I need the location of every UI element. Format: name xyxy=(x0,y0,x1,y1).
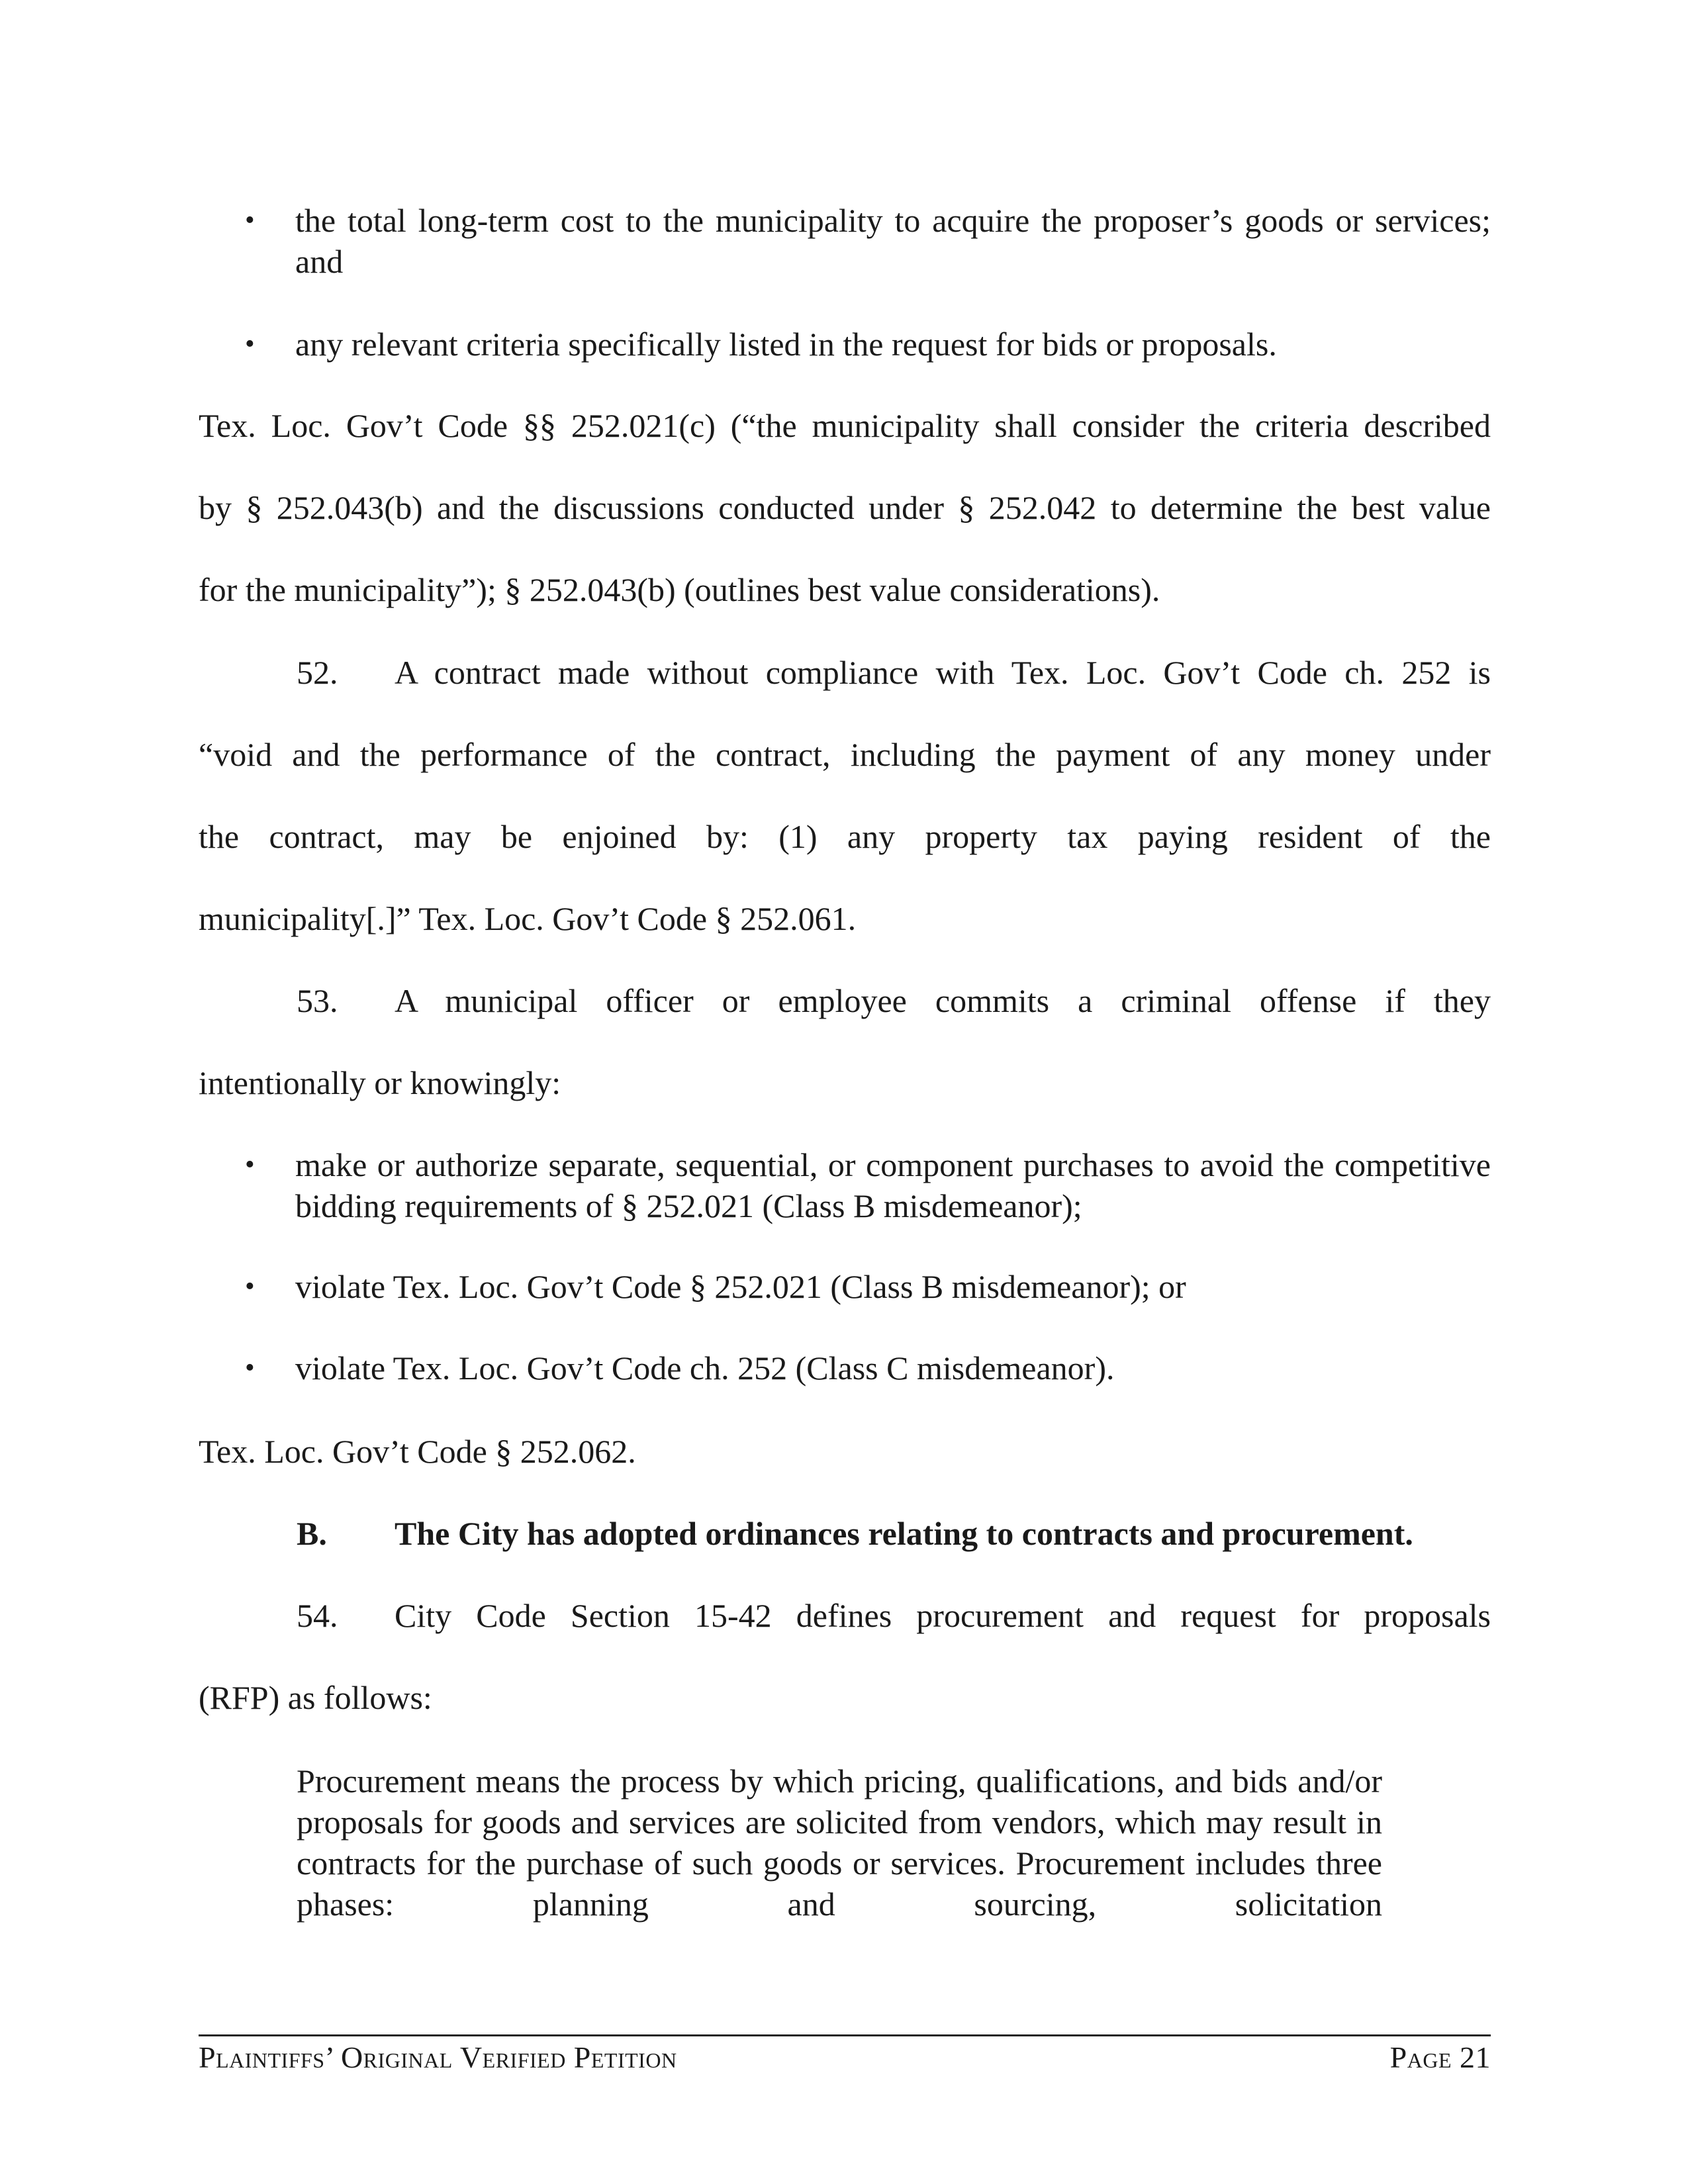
text-line: intentionally or knowingly: xyxy=(199,1064,561,1101)
bullet-icon: • xyxy=(245,1271,255,1302)
bullet-text: the total long-term cost to the municipality to acquire the proposer’s goods or services; and xyxy=(295,202,1491,280)
text-line: “void and the performance of the contract, including the payment of any money under xyxy=(199,736,1491,773)
text-line: Tex. Loc. Gov’t Code §§ 252.021(c) (“the municipality shall consider the criteria described xyxy=(199,407,1491,444)
text-line: by § 252.043(b) and the discussions conducted under § 252.042 to determine the best value xyxy=(199,489,1491,526)
paragraph-53 xyxy=(199,960,1491,1124)
text-line: for the municipality”); § 252.043(b) (outlines best value considerations). xyxy=(199,571,1160,608)
text-line: the contract, may be enjoined by: (1) any property tax paying resident of the xyxy=(199,818,1491,855)
page-number: Page 21 xyxy=(1389,2040,1491,2074)
section-letter: B. xyxy=(297,1515,327,1552)
text-line: 53. A municipal officer or employee commits a criminal offense if they xyxy=(199,960,1491,1042)
bullet-icon: • xyxy=(245,329,255,359)
bullet-item xyxy=(246,1144,1491,1226)
paragraph-number: 53. xyxy=(297,982,338,1019)
paragraph-number: 54. xyxy=(297,1597,338,1634)
bullet-text: violate Tex. Loc. Gov’t Code ch. 252 (Class C misdemeanor). xyxy=(295,1349,1115,1387)
paragraph-52 xyxy=(199,631,1491,960)
footer-title: Plaintiffs’ Original Verified Petition xyxy=(199,2040,677,2074)
bullet-item xyxy=(246,1266,1491,1307)
text-line: (RFP) as follows: xyxy=(199,1679,432,1716)
bullet-icon: • xyxy=(245,1150,255,1180)
bullet-text: any relevant criteria specifically listed in the request for bids or proposals. xyxy=(295,326,1277,363)
citation-paragraph xyxy=(199,1410,1491,1492)
citation-paragraph xyxy=(199,385,1491,631)
bullet-text: make or authorize separate, sequential, or component purchases to avoid the competitive bidding requirements of § 252.021 (Class B misdemeanor); xyxy=(295,1146,1491,1224)
bullet-icon: • xyxy=(245,1353,255,1383)
bullet-item xyxy=(246,324,1491,365)
block-quote: Procurement means the process by which pricing, qualifications, and bids and/or proposals for goods and services are solicited from vendors, which may result in contracts for the purchase of such goods or services. Procurement includes three phases: planning and sourcing, solicitation xyxy=(297,1762,1382,1923)
bullet-item xyxy=(246,200,1491,282)
section-title: The City has adopted ordinances relating to contracts and procurement. xyxy=(395,1515,1413,1552)
text-line: 52. A contract made without compliance with Tex. Loc. Gov’t Code ch. 252 is xyxy=(199,631,1491,713)
section-heading xyxy=(199,1492,1491,1574)
bullet-icon: • xyxy=(245,205,255,236)
footer-rule xyxy=(199,2034,1491,2036)
paragraph-54 xyxy=(199,1574,1491,1739)
bullet-text: violate Tex. Loc. Gov’t Code § 252.021 (Class B misdemeanor); or xyxy=(295,1268,1186,1305)
bullet-item xyxy=(246,1347,1491,1388)
paragraph-number: 52. xyxy=(297,654,338,691)
text-line: Tex. Loc. Gov’t Code § 252.062. xyxy=(199,1433,636,1470)
text-line: 54. City Code Section 15-42 defines procurement and request for proposals xyxy=(199,1574,1491,1657)
text-line: municipality[.]” Tex. Loc. Gov’t Code § 252.061. xyxy=(199,900,857,937)
